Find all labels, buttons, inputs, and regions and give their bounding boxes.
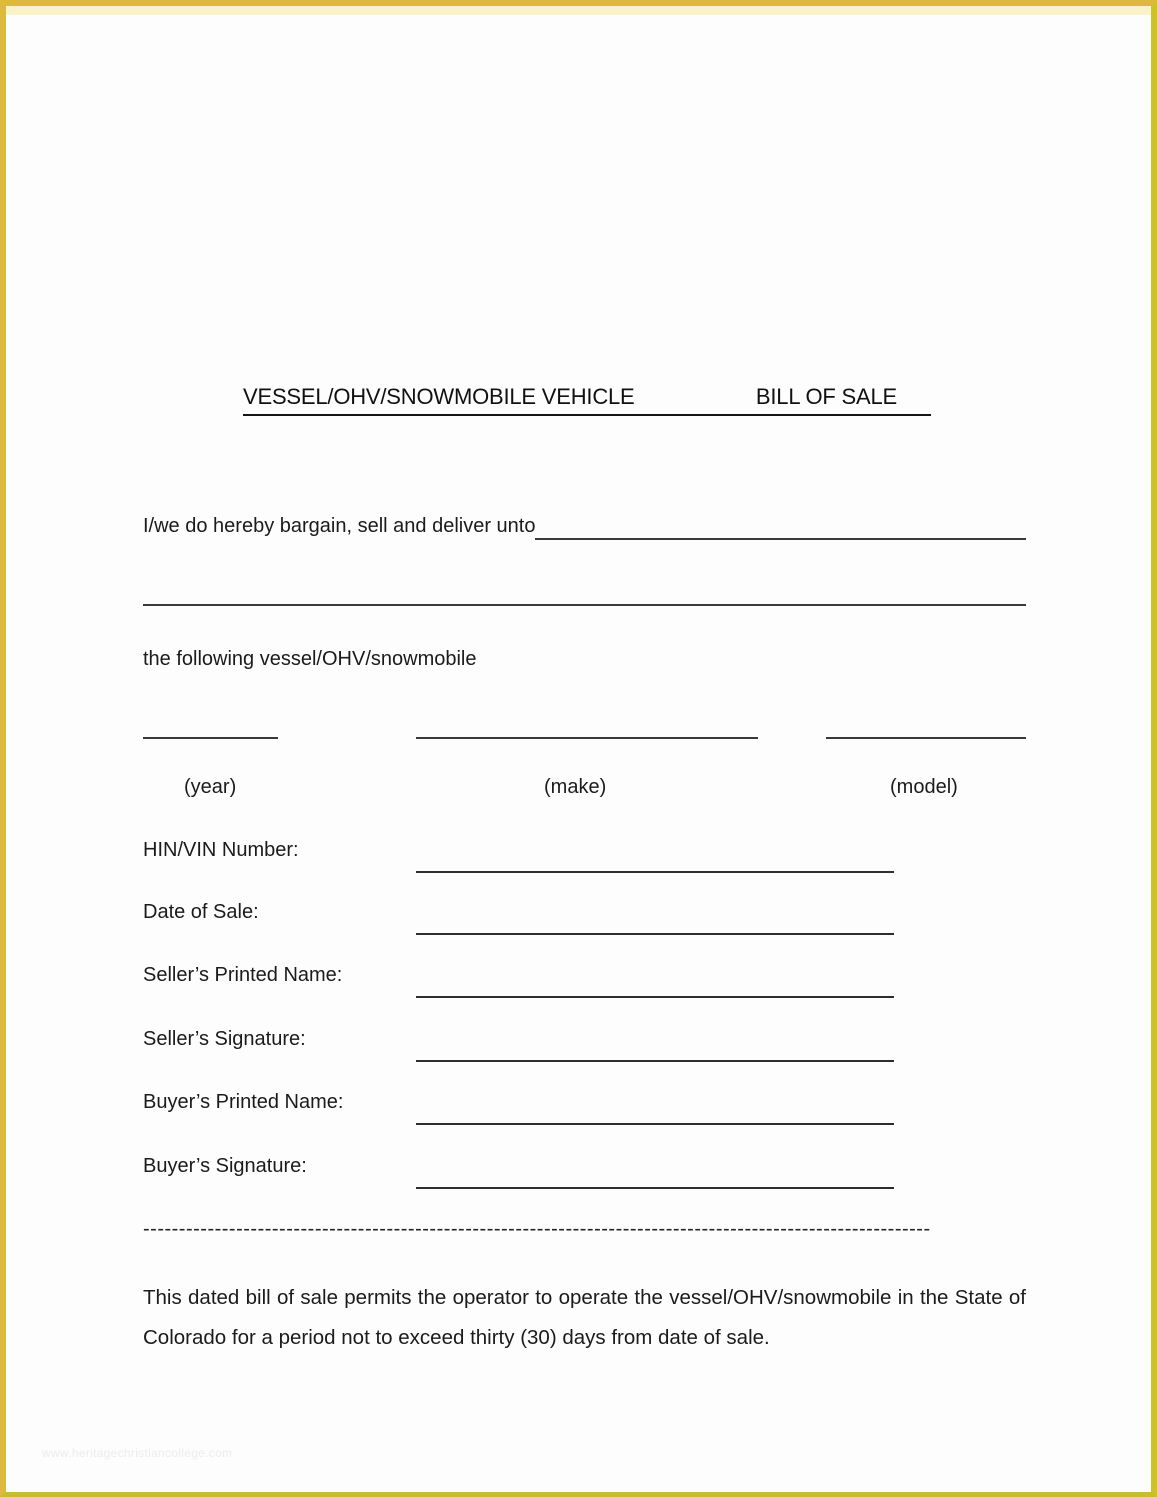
buyer-name-blank-line	[535, 512, 1026, 540]
date-of-sale-label: Date of Sale:	[143, 901, 259, 923]
field-row-date-of-sale	[143, 901, 1026, 935]
seller-printed-name-label: Seller’s Printed Name:	[143, 964, 343, 986]
buyer-signature-blank-line	[416, 1187, 894, 1189]
vehicle-make-blank-line	[416, 737, 758, 739]
vehicle-model-label: (model)	[890, 776, 958, 798]
footer-note: This dated bill of sale permits the operator to operate the vessel/OHV/snowmobile in the State of Colorado for a period not to exceed thirty (30) days from date of sale.	[143, 1286, 1026, 1349]
seller-signature-blank-line	[416, 1060, 894, 1062]
following-text: the following vessel/OHV/snowmobile	[143, 648, 477, 670]
document-title	[243, 384, 931, 416]
seller-printed-name-blank-line	[416, 996, 894, 998]
buyer-signature-label: Buyer’s Signature:	[143, 1155, 307, 1177]
intro-text: I/we do hereby bargain, sell and deliver unto	[143, 515, 536, 537]
dashed-separator: --------------------------------------------------------------------------------------------------------------	[143, 1218, 931, 1240]
field-row-seller-signature	[143, 1028, 1026, 1062]
field-row-seller-printed-name	[143, 964, 1026, 998]
hin-vin-label: HIN/VIN Number:	[143, 839, 299, 861]
date-of-sale-blank-line	[416, 933, 894, 935]
title-right-text: BILL OF SALE	[755, 384, 897, 409]
vehicle-year-label: (year)	[184, 776, 237, 798]
vehicle-model-blank-line	[826, 737, 1026, 739]
seller-signature-label: Seller’s Signature:	[143, 1028, 306, 1050]
title-left-text: VESSEL/OHV/SNOWMOBILE VEHICLE	[243, 384, 635, 409]
watermark-text: www.heritagechristiancollege.com	[42, 1446, 233, 1460]
field-row-buyer-signature	[143, 1155, 1026, 1189]
hin-vin-blank-line	[416, 871, 894, 873]
buyer-printed-name-blank-line	[416, 1123, 894, 1125]
vehicle-year-blank-line	[143, 737, 278, 739]
frame-inner-band	[6, 6, 1151, 15]
buyer-printed-name-label: Buyer’s Printed Name:	[143, 1091, 344, 1113]
intro-row	[143, 512, 1026, 540]
buyer-name-continuation-line	[143, 604, 1026, 606]
field-row-hin-vin	[143, 839, 1026, 873]
field-row-buyer-printed-name	[143, 1091, 1026, 1125]
vehicle-make-label: (make)	[544, 776, 607, 798]
